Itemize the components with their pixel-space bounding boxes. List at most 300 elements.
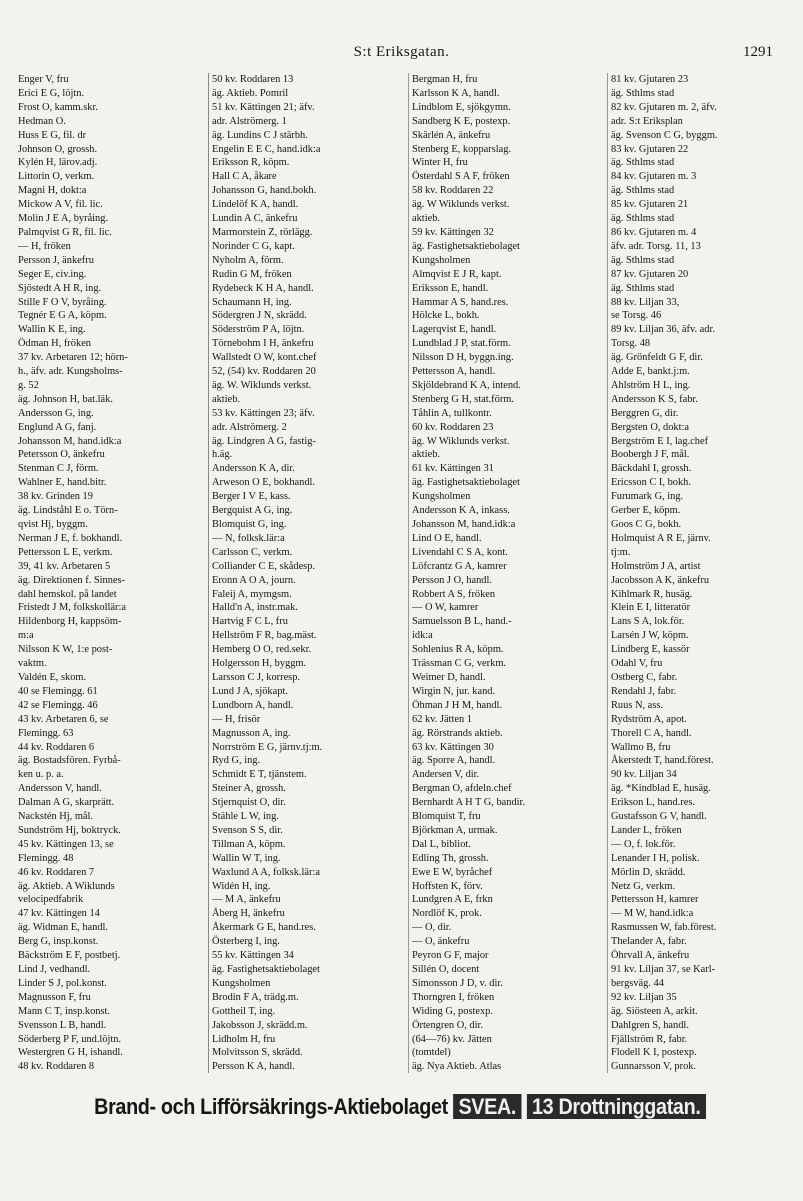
directory-entry: Samuelsson B L, hand.- xyxy=(412,616,512,628)
directory-entry: Molin J E A, byråing. xyxy=(18,213,109,225)
directory-entry: Ryd G, ing. xyxy=(212,755,261,767)
directory-entry: 84 kv. Gjutaren m. 3 xyxy=(611,171,697,183)
directory-entry: dahl hemskol. på landet xyxy=(18,588,117,600)
directory-entry: 44 kv. Roddaren 6 xyxy=(18,741,95,753)
directory-entry: Hall C A, åkare xyxy=(212,171,277,183)
directory-entry: Molvitsson S, skrädd. xyxy=(212,1047,303,1059)
directory-entry: Nackstén Hj, mål. xyxy=(18,811,94,823)
directory-entry: Hartvig F C L, fru xyxy=(212,616,288,628)
directory-entry: Huss E G, fil. dr xyxy=(18,129,87,141)
directory-entry: se Torsg. 46 xyxy=(611,310,662,322)
directory-entry: Boobergh J F, mål. xyxy=(611,449,690,461)
directory-entry: 47 kv. Kättingen 14 xyxy=(18,908,100,920)
directory-entry: äg. Svenson C G, byggm. xyxy=(611,129,718,141)
directory-entry: Flemingg. 63 xyxy=(18,727,74,739)
directory-entry: Adde E, bankt.j:m. xyxy=(611,366,690,378)
directory-entry: Persson J O, handl. xyxy=(412,574,492,586)
column-2 xyxy=(208,73,408,1073)
directory-entry: Stenberg E, kopparslag. xyxy=(412,143,512,155)
directory-entry: Andersson K A, inkass. xyxy=(412,505,510,517)
directory-entry: Bergström E I, lag.chef xyxy=(611,435,709,447)
page-number: 1291 xyxy=(743,44,773,60)
directory-entry: Skjöldebrand K A, intend. xyxy=(412,379,521,391)
directory-entry: Lidholm H, fru xyxy=(212,1033,276,1045)
directory-entry: äg. *Kindblad E, husäg. xyxy=(611,783,711,795)
directory-entry: Rudin G M, fröken xyxy=(212,268,292,280)
directory-entry: Nordlöf K, prok. xyxy=(412,908,482,920)
directory-entry: Berger I V E, kass. xyxy=(212,491,291,503)
directory-entry: Tillman A, köpm. xyxy=(212,838,286,850)
directory-entry: Johansson M, hand.idk:a xyxy=(412,519,516,530)
directory-entry: Johansson G, hand.bokh. xyxy=(212,185,317,197)
directory-entry: Dalman A G, skarprätt. xyxy=(18,797,115,809)
directory-entry: Schaumann H, ing. xyxy=(212,296,292,308)
directory-entry: 85 kv. Gjutaren 21 xyxy=(611,199,689,211)
directory-entry: Svensson L B, handl. xyxy=(18,1019,107,1031)
directory-entry: Arweson O E, bokhandl. xyxy=(212,477,316,489)
directory-entry: 42 se Flemingg. 46 xyxy=(18,699,98,711)
directory-entry: Valdén E, skom. xyxy=(18,671,87,683)
directory-entry: äg. Sthlms stad xyxy=(611,213,675,225)
directory-entry: äg. W Wiklunds verkst. xyxy=(412,435,510,447)
directory-entry: Lindberg E, kassör xyxy=(611,644,690,656)
directory-entry: Colliander C E, skådesp. xyxy=(212,560,316,572)
directory-entry: Eronn A O A, journ. xyxy=(212,574,296,586)
directory-entry: Hellström F R, bag.mäst. xyxy=(212,630,317,642)
directory-entry: 53 kv. Kättingen 23; äfv. xyxy=(212,407,315,419)
directory-entry: Kihlmark R, husäg. xyxy=(611,588,693,600)
directory-entry: 58 kv. Roddaren 22 xyxy=(412,185,494,197)
directory-entry: Rydström A, apot. xyxy=(611,713,687,725)
directory-entry: Palmqvist G R, fil. lic. xyxy=(18,226,112,238)
directory-entry: 40 se Flemingg. 61 xyxy=(18,685,98,697)
directory-entry: Mörlin D, skrädd. xyxy=(611,866,686,878)
directory-entry: Engelin E E C, hand.idk:a xyxy=(212,143,321,155)
directory-entry: Törnebohm I H, änkefru xyxy=(212,338,314,350)
directory-entry: Mickow A V, fil. lic. xyxy=(18,199,103,211)
directory-entry: aktieb. xyxy=(412,213,440,225)
directory-entry: Bergman H, fru xyxy=(412,74,478,85)
directory-entry: Sjöstedt A H R, ing. xyxy=(18,282,102,294)
directory-entry: Rydebeck K H A, handl. xyxy=(212,282,314,294)
directory-entry: äg. Sthlms stad xyxy=(611,157,675,169)
directory-entry: Bergman O, afdeln.chef xyxy=(412,783,512,795)
directory-entry: — O, änkefru xyxy=(412,936,470,948)
directory-entry: Sohlenius R A, köpm. xyxy=(412,644,504,656)
directory-entry: Löfcrantz G A, kamrer xyxy=(412,560,507,572)
directory-entry: Sandberg K E, postexp. xyxy=(412,115,511,127)
directory-entry: Bernhardt A H T G, bandir. xyxy=(412,797,526,809)
directory-entry: 51 kv. Kättingen 21; äfv. xyxy=(212,101,315,113)
directory-entry: äg. Aktieb. A Wiklunds xyxy=(18,880,115,892)
directory-entry: velocipedfabrik xyxy=(18,894,84,906)
directory-entry: äg. Sthlms stad xyxy=(611,282,675,294)
column-4 xyxy=(607,73,798,1073)
directory-entry: Stenberg G H, stat.förm. xyxy=(412,393,514,405)
directory-entry: 59 kv. Kättingen 32 xyxy=(412,226,494,238)
directory-entry: Klein E I, litteratör xyxy=(611,602,691,614)
directory-entry: Wallstedt O W, kont.chef xyxy=(212,352,317,364)
banner-company: Brand- och Lifförsäkrings-Aktiebolaget xyxy=(94,1094,448,1119)
directory-entry: Kylén H, lärov.adj. xyxy=(18,157,98,169)
directory-entry: Bergquist A G, ing. xyxy=(212,505,293,517)
directory-entry: äg. Sporre A, handl. xyxy=(412,755,496,767)
directory-entry: Andersson V, handl. xyxy=(18,783,102,795)
directory-entry: — M A, änkefru xyxy=(212,894,281,906)
directory-entry: Hemberg O O, red.sekr. xyxy=(212,644,312,656)
directory-entry: Björkman A, urmak. xyxy=(412,824,498,836)
directory-entry: Odahl V, fru xyxy=(611,658,663,670)
directory-entry: Ericsson C I, bokh. xyxy=(611,477,691,489)
directory-entry: 45 kv. Kättingen 13, se xyxy=(18,838,114,850)
directory-entry: Holmström J A, artist xyxy=(611,560,701,572)
directory-entry: Johnson O, grossh. xyxy=(18,143,98,155)
directory-entry: — H, fröken xyxy=(18,240,71,252)
directory-entry: äg. Sthlms stad xyxy=(611,254,675,266)
directory-entry: Södergren J N, skrädd. xyxy=(212,310,307,322)
directory-entry: 61 kv. Kättingen 31 xyxy=(412,463,494,475)
directory-entry: Peyron G F, major xyxy=(412,950,489,962)
directory-entry: 39, 41 kv. Arbetaren 5 xyxy=(18,560,111,572)
directory-entry: Widén H, ing. xyxy=(212,880,271,892)
directory-entry: Erikson L, hand.res. xyxy=(611,797,695,809)
directory-entry: Åkermark G E, hand.res. xyxy=(212,922,316,934)
directory-entry: Norinder C G, kapt. xyxy=(212,240,295,252)
directory-entry: Gerber E, köpm. xyxy=(611,505,681,517)
directory-entry: Åberg H, änkefru xyxy=(212,908,285,920)
directory-entry: h., äfv. adr. Kungsholms- xyxy=(18,366,123,378)
directory-entry: Söderström P A, löjtn. xyxy=(212,324,305,336)
directory-entry: Fristedt J M, folkskollär:a xyxy=(18,602,126,614)
directory-entry: 86 kv. Gjutaren m. 4 xyxy=(611,226,697,238)
directory-entry: Goos C G, bokh. xyxy=(611,519,682,530)
directory-entry: Blomquist G, ing. xyxy=(212,519,287,530)
directory-entry: Lund J A, sjökapt. xyxy=(212,685,288,697)
directory-entry: Furumark G, ing. xyxy=(611,491,684,503)
directory-entry: Åkerstedt T, hand.förest. xyxy=(611,755,714,767)
directory-entry: Wirgin N, jur. kand. xyxy=(412,685,496,697)
directory-entry: h.äg. xyxy=(212,449,233,461)
directory-entry: äg. Nya Aktieb. Atlas xyxy=(412,1061,502,1073)
directory-entry: Wallin W T, ing. xyxy=(212,852,281,864)
directory-entry: Erici E G, löjtn. xyxy=(18,87,85,99)
directory-entry: 88 kv. Liljan 33, xyxy=(611,296,680,308)
directory-entry: äg. Grönfeldt G F, dir. xyxy=(611,352,703,364)
directory-entry: Nilsson D H, byggn.ing. xyxy=(412,352,514,364)
directory-entry: Lans S A, lok.för. xyxy=(611,616,685,628)
directory-entry: Holgersson H, byggm. xyxy=(212,658,307,670)
directory-entry: adr. Alströmerg. 2 xyxy=(212,421,287,433)
directory-entry: Gottheil T, ing. xyxy=(212,1005,276,1017)
directory-entry: Seger E, civ.ing. xyxy=(18,268,87,280)
directory-entry: Lagerqvist E, handl. xyxy=(412,324,497,336)
directory-entry: Trässman C G, verkm. xyxy=(412,658,506,670)
directory-entry: Linder S J, pol.konst. xyxy=(18,977,107,989)
directory-entry: Andersson K A, dir. xyxy=(212,463,295,475)
directory-entry: 63 kv. Kättingen 30 xyxy=(412,741,494,753)
directory-entry: Lundin A C, änkefru xyxy=(212,213,298,225)
directory-entry: äg. Rörstrands aktieb. xyxy=(412,727,503,739)
directory-entry: Flemingg. 48 xyxy=(18,852,74,864)
directory-entry: Magni H, dokt:a xyxy=(18,185,87,197)
directory-entry: Gustafsson G V, handl. xyxy=(611,811,707,823)
directory-entry: 55 kv. Kättingen 34 xyxy=(212,950,294,962)
directory-entry: 38 kv. Grinden 19 xyxy=(18,491,93,503)
directory-entry: Stähle L W, ing. xyxy=(212,811,279,823)
directory-entry: Marmorstein Z, rörlägg. xyxy=(212,226,313,238)
banner-address: 13 Drottninggatan. xyxy=(527,1094,706,1119)
directory-entry: Littorin O, verkm. xyxy=(18,171,95,183)
directory-entry: Sundström Hj, boktryck. xyxy=(18,824,121,836)
directory-entry: g. 52 xyxy=(18,379,39,391)
directory-entry: Hammar A S, hand.res. xyxy=(412,296,509,308)
directory-entry: äg. Sthlms stad xyxy=(611,87,675,99)
directory-entry: Mann C T, insp.konst. xyxy=(18,1005,110,1017)
directory-entry: aktieb. xyxy=(212,393,240,405)
directory-entry: qvist Hj, byggm. xyxy=(18,519,88,530)
directory-entry: Örtengren O, dir. xyxy=(412,1019,483,1031)
directory-entry: Rendahl J, fabr. xyxy=(611,685,677,697)
directory-entry: äg. Direktionen f. Sinnes- xyxy=(18,574,126,586)
directory-entry: Brodin F A, trädg.m. xyxy=(212,991,299,1003)
directory-entry: — N, folksk.lär:a xyxy=(212,532,285,544)
directory-entry: Almqvist E J R, kapt. xyxy=(412,268,502,280)
directory-entry: Faleij A, mymgsm. xyxy=(212,588,292,600)
banner-brand: SVEA. xyxy=(453,1094,521,1119)
column-3 xyxy=(408,73,607,1073)
directory-entry: äfv. adr. Torsg. 11, 13 xyxy=(611,240,701,252)
directory-entry: m:a xyxy=(18,630,34,642)
directory-entry: Jakobsson J, skrädd.m. xyxy=(212,1019,308,1031)
directory-entry: Stenman C J, förm. xyxy=(18,463,99,475)
directory-columns xyxy=(18,73,794,1073)
directory-entry: Kungsholmen xyxy=(412,491,471,503)
directory-entry: Widing G, postexp. xyxy=(412,1005,493,1017)
directory-entry: äg. Fastighetsaktiebolaget xyxy=(412,240,520,252)
directory-entry: Wahlner E, hand.bitr. xyxy=(18,477,107,489)
directory-entry: Pettersson L E, verkm. xyxy=(18,546,113,558)
directory-entry: Larsén J W, köpm. xyxy=(611,630,689,642)
directory-entry: Skärlén A, änkefru xyxy=(412,129,491,141)
directory-entry: Edling Th, grossh. xyxy=(412,852,489,864)
directory-entry: Larsson C J, korresp. xyxy=(212,671,301,683)
directory-entry: Karlsson K A, handl. xyxy=(412,87,500,99)
directory-entry: Sillén O, docent xyxy=(412,964,480,975)
directory-entry: Persson K A, handl. xyxy=(212,1061,295,1073)
directory-entry: 90 kv. Liljan 34 xyxy=(611,769,677,781)
directory-entry: adr. S:t Eriksplan xyxy=(611,115,683,127)
directory-entry: Stille F O V, byråing. xyxy=(18,296,107,308)
directory-entry: Nilsson K W, 1:e post- xyxy=(18,644,113,656)
directory-entry: Svenson S S, dir. xyxy=(212,824,283,836)
directory-entry: Kungsholmen xyxy=(412,254,471,266)
directory-entry: 92 kv. Liljan 35 xyxy=(611,991,677,1003)
directory-entry: äg. Fastighetsaktiebolaget xyxy=(412,477,520,489)
directory-entry: Thorell C A, handl. xyxy=(611,727,692,739)
directory-entry: Berggren G, dir. xyxy=(611,407,679,419)
directory-entry: äg. Lindgren A G, fastig- xyxy=(212,435,316,447)
page-header xyxy=(18,44,785,68)
directory-entry: idk:a xyxy=(412,630,433,642)
column-1 xyxy=(18,73,208,1073)
directory-entry: Hölcke L, bokh. xyxy=(412,310,480,322)
directory-entry: Lind O E, handl. xyxy=(412,532,482,544)
directory-entry: bergsväg. 44 xyxy=(611,977,664,989)
directory-entry: Stjernquist O, dir. xyxy=(212,797,286,809)
footer-advertisement xyxy=(67,1094,733,1120)
directory-entry: Pettersson A, handl. xyxy=(412,366,496,378)
directory-entry: Lundblad J P, stat.förm. xyxy=(412,338,511,350)
directory-entry: Magnusson A, ing. xyxy=(212,727,291,739)
directory-entry: Lindblom E, sjökgymn. xyxy=(412,101,511,113)
street-title: S:t Eriksgatan. xyxy=(353,44,450,60)
directory-entry: Johansson M, hand.idk:a xyxy=(18,435,122,447)
directory-entry: Bäckdahl I, grossh. xyxy=(611,463,692,475)
directory-entry: Petersson O, änkefru xyxy=(18,449,105,461)
directory-entry: Ahlström H L, ing. xyxy=(611,379,691,391)
directory-entry: äg. Widman E, handl. xyxy=(18,922,108,934)
directory-entry: äg. Johnson H, bat.läk. xyxy=(18,393,113,405)
directory-entry: Norrström E G, järnv.tj:m. xyxy=(212,741,323,753)
directory-entry: Pettersson H, kamrer xyxy=(611,894,699,906)
directory-entry: äg. W Wiklunds verkst. xyxy=(412,199,510,211)
directory-entry: — O, f. lok.för. xyxy=(611,838,676,850)
directory-entry: tj:m. xyxy=(611,546,631,558)
directory-entry: vaktm. xyxy=(18,658,47,670)
directory-entry: ken u. p. a. xyxy=(18,769,64,781)
directory-entry: Andersson G, ing. xyxy=(18,407,94,419)
directory-entry: aktieb. xyxy=(412,449,440,461)
directory-entry: Jacobsson A K, änkefru xyxy=(611,574,710,586)
directory-entry: Thorngren I, fröken xyxy=(412,991,495,1003)
directory-entry: Andersson K S, fabr. xyxy=(611,393,698,405)
directory-entry: äg. Fastighetsaktiebolaget xyxy=(212,964,320,975)
directory-entry: Simonsson J D, v. dir. xyxy=(412,977,503,989)
directory-entry: Österberg I, ing. xyxy=(212,936,280,948)
directory-entry: Kungsholmen xyxy=(212,977,271,989)
directory-entry: 52, (54) kv. Roddaren 20 xyxy=(212,366,316,378)
directory-entry: Enger V, fru xyxy=(18,74,69,85)
directory-entry: äg. Bostadsfören. Fyrbå- xyxy=(18,755,121,767)
directory-entry: Wallin K E, ing. xyxy=(18,324,86,336)
directory-entry: 89 kv. Liljan 36, äfv. adr. xyxy=(611,324,715,336)
directory-entry: Eriksson R, köpm. xyxy=(212,157,290,169)
directory-entry: Frost O, kamm.skr. xyxy=(18,101,98,113)
directory-entry: Ewe E W, byråchef xyxy=(412,866,493,878)
directory-entry: äg. Siösteen A, arkit. xyxy=(611,1005,698,1017)
directory-entry: Halld'n A, instr.mak. xyxy=(212,602,298,614)
directory-entry: Dahlgren S, handl. xyxy=(611,1019,689,1031)
directory-entry: Steiner A, grossh. xyxy=(212,783,286,795)
directory-entry: Blomquist T, fru xyxy=(412,811,481,823)
directory-entry: 81 kv. Gjutaren 23 xyxy=(611,74,689,85)
directory-entry: Rasmussen W, fab.förest. xyxy=(611,922,717,934)
directory-entry: Öhman J H M, handl. xyxy=(412,699,503,711)
directory-entry: 87 kv. Gjutaren 20 xyxy=(611,268,689,280)
directory-entry: 60 kv. Roddaren 23 xyxy=(412,421,494,433)
directory-entry: Wallmo B, fru xyxy=(611,741,671,753)
directory-entry: Flodell K I, postexp. xyxy=(611,1047,697,1059)
directory-entry: — O W, kamrer xyxy=(412,602,479,614)
directory-entry: Lundborn A, handl. xyxy=(212,699,294,711)
directory-entry: Waxlund A A, folksk.lär:a xyxy=(212,866,320,878)
directory-entry: 37 kv. Arbetaren 12; hörn- xyxy=(18,352,128,364)
directory-entry: — O, dir. xyxy=(412,922,452,934)
directory-entry: Andersen V, dir. xyxy=(412,769,480,781)
directory-entry: 91 kv. Liljan 37, se Karl- xyxy=(611,964,716,975)
directory-entry: Nyholm A, förm. xyxy=(212,254,284,266)
directory-entry: Fjällström R, fabr. xyxy=(611,1033,688,1045)
directory-entry: Ostberg C, fabr. xyxy=(611,671,678,683)
directory-entry: Lenander I H, polisk. xyxy=(611,852,700,864)
directory-entry: Österdahl S A F, fröken xyxy=(412,171,510,183)
directory-entry: Hedman O. xyxy=(18,115,66,127)
directory-entry: 48 kv. Roddaren 8 xyxy=(18,1061,95,1073)
directory-entry: Ödman H, fröken xyxy=(18,338,92,350)
directory-entry: 46 kv. Roddaren 7 xyxy=(18,866,95,878)
directory-entry: Torsg. 48 xyxy=(611,338,651,350)
directory-entry: Magnusson F, fru xyxy=(18,991,91,1003)
directory-entry: adr. Alströmerg. 1 xyxy=(212,115,287,127)
directory-entry: Weimer D, handl. xyxy=(412,671,486,683)
directory-entry: (64—76) kv. Jätten xyxy=(412,1033,492,1045)
directory-entry: Söderberg P F, und.löjtn. xyxy=(18,1033,122,1045)
directory-entry: Berg G, insp.konst. xyxy=(18,936,99,948)
directory-entry: äg. Lindståhl E o. Törn- xyxy=(18,505,118,517)
directory-entry: äg. Sthlms stad xyxy=(611,185,675,197)
directory-entry: — M W, hand.idk:a xyxy=(611,908,694,920)
directory-entry: Tåhlin A, tullkontr. xyxy=(412,407,492,419)
directory-entry: Lundgren A E, frkn xyxy=(412,894,493,906)
directory-entry: äg. Aktieb. Pomril xyxy=(212,87,289,99)
directory-entry: 50 kv. Roddaren 13 xyxy=(212,74,294,85)
directory-entry: äg. W. Wiklunds verkst. xyxy=(212,379,312,391)
directory-entry: Carlsson C, verkm. xyxy=(212,546,293,558)
directory-entry: Englund A G, fanj. xyxy=(18,421,97,433)
directory-entry: Robbert A S, fröken xyxy=(412,588,496,600)
directory-entry: — H, frisör xyxy=(212,713,261,725)
directory-entry: Lindelöf K A, handl. xyxy=(212,199,299,211)
directory-entry: Netz G, verkm. xyxy=(611,880,676,892)
directory-entry: (tomtdel) xyxy=(412,1047,451,1059)
directory-entry: Eriksson E, handl. xyxy=(412,282,489,294)
directory-entry: Nerman J E, f. bokhandl. xyxy=(18,532,123,544)
directory-entry: Tegnér E G A, köpm. xyxy=(18,310,107,322)
directory-entry: 83 kv. Gjutaren 22 xyxy=(611,143,689,155)
directory-entry: Lander L, fröken xyxy=(611,824,682,836)
directory-entry: Thelander A, fabr. xyxy=(611,936,687,948)
directory-entry: 82 kv. Gjutaren m. 2, äfv. xyxy=(611,101,717,113)
directory-entry: Gunnarsson V, prok. xyxy=(611,1061,697,1073)
directory-entry: Hildenborg H, kappsöm- xyxy=(18,616,122,628)
directory-entry: äg. Lundins C J stärbh. xyxy=(212,129,308,141)
directory-entry: Hoffsten K, förv. xyxy=(412,880,483,892)
directory-entry: 43 kv. Arbetaren 6, se xyxy=(18,713,109,725)
directory-entry: Bergsten O, dokt:a xyxy=(611,421,690,433)
directory-entry: Lind J, vedhandl. xyxy=(18,964,91,975)
directory-entry: Öhrvall A, änkefru xyxy=(611,950,690,962)
directory-entry: Schmidt E T, tjänstem. xyxy=(212,769,307,781)
directory-entry: Persson J, änkefru xyxy=(18,254,94,266)
directory-entry: 62 kv. Jätten 1 xyxy=(412,713,472,725)
directory-entry: Bäckström E F, postbetj. xyxy=(18,950,121,962)
directory-entry: Livendahl C S A, kont. xyxy=(412,546,508,558)
directory-entry: Dal L, bibliot. xyxy=(412,838,471,850)
directory-entry: Winter H, fru xyxy=(412,157,468,169)
directory-entry: Westergren G H, ishandl. xyxy=(18,1047,123,1059)
directory-entry: Ruus N, ass. xyxy=(611,699,663,711)
directory-entry: Holmquist A R E, järnv. xyxy=(611,532,711,544)
